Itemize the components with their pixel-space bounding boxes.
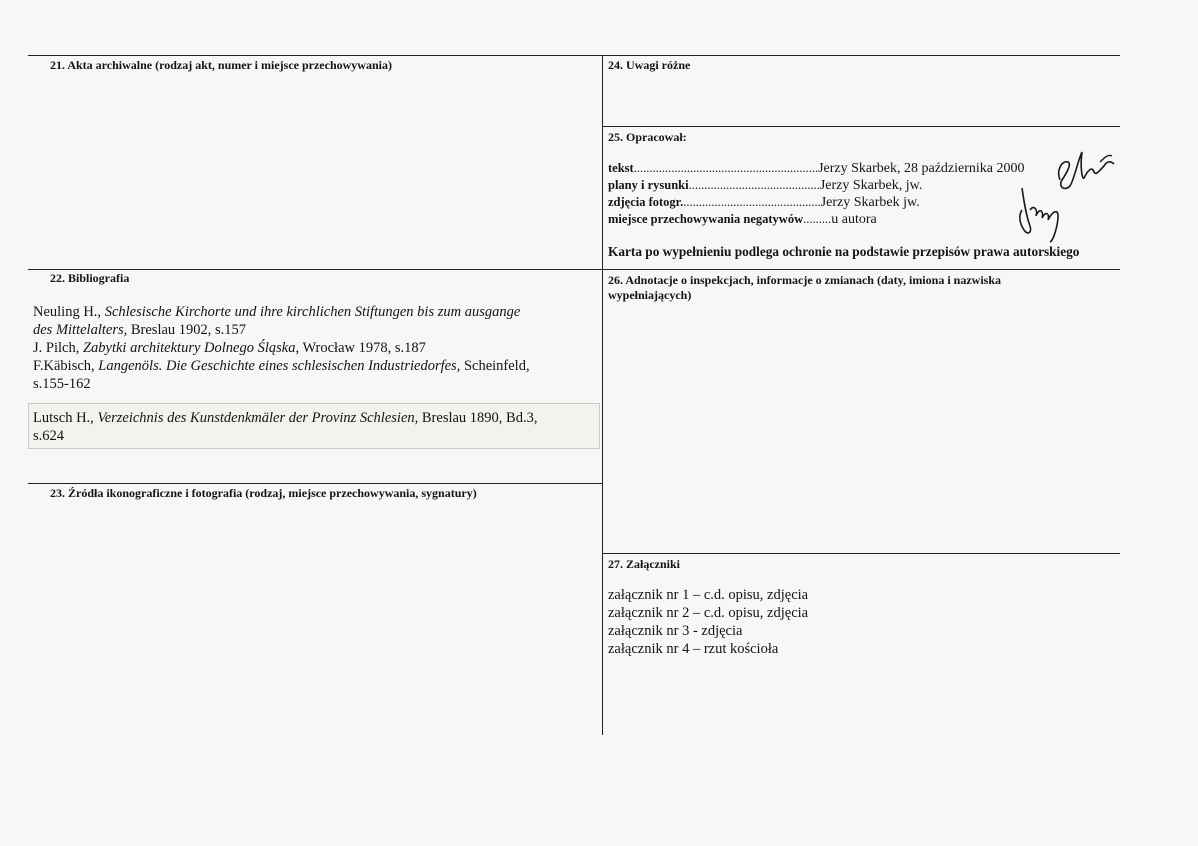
s25-label-miejsce: miejsce przechowywania negatywów (608, 212, 804, 226)
top-rule (28, 55, 1120, 56)
s25-label-zdjecia: zdjęcia fotogr. (608, 195, 684, 209)
s25-row-miejsce (608, 210, 877, 229)
bib4-rest: Breslau 1890, Bd.3, (418, 410, 538, 426)
bib4-title: Verzeichnis des Kunstdenkmäler der Provinz Schlesien, (97, 410, 419, 426)
rule-25 (602, 126, 1120, 127)
column-divider (602, 55, 603, 735)
bib1-author: Neuling H., (33, 304, 105, 320)
section-23-header: 23. Źródła ikonograficzne i fotografia (rodzaj, miejsce przechowywania, sygnatury) (50, 486, 477, 500)
s25-value-tekst: Jerzy Skarbek, 28 października 2000 (818, 161, 1025, 176)
rule-23 (28, 483, 602, 484)
rule-22-26 (28, 269, 1120, 270)
bib3-author: F.Käbisch, (33, 358, 99, 374)
rule-27 (602, 553, 1120, 554)
section-26-header-line1: 26. Adnotacje o inspekcjach, informacje o zmianach (daty, imiona i nazwiska (608, 273, 1001, 287)
attachment-item: załącznik nr 1 – c.d. opisu, zdjęcia (608, 587, 809, 603)
bib4-pages: s.624 (33, 428, 65, 444)
s25-dots-zdjecia: ............................................ (683, 195, 821, 209)
bib1-title: Schlesische Kirchorte und ihre kirchlichen Stiftungen bis zum ausgange (104, 304, 521, 320)
s25-value-zdjecia: Jerzy Skarbek jw. (820, 195, 920, 210)
bib2-author: J. Pilch, (33, 340, 83, 356)
section-26-header (608, 273, 1001, 303)
attachment-item: załącznik nr 3 - zdjęcia (608, 623, 743, 639)
s25-dots-miejsce: ......... (803, 212, 832, 226)
s25-label-plany: plany i rysunki (608, 178, 689, 192)
bib2-title: Zabytki architektury Dolnego Śląska, (82, 340, 300, 356)
bibliography-entry-2 (33, 339, 598, 357)
s25-copyright-notice: Karta po wypełnieniu podlega ochronie na podstawie przepisów prawa autorskiego (608, 244, 1080, 259)
s25-dots-tekst: ........................................................... (633, 161, 819, 175)
s25-value-miejsce: u autora (831, 212, 877, 227)
s25-dots-plany: .......................................... (688, 178, 820, 192)
section-27-header: 27. Załączniki (608, 557, 681, 571)
handwritten-signature (1000, 140, 1118, 245)
bibliography-entry-3 (33, 357, 598, 393)
bib3-title: Langenöls. Die Geschichte eines schlesischen Industriedorfes, (98, 358, 461, 374)
bib3-rest: Scheinfeld, (460, 358, 530, 374)
attachment-item: załącznik nr 4 – rzut kościoła (608, 641, 779, 657)
bib1-rest: Breslau 1902, s.157 (127, 322, 247, 338)
bib4-author: Lutsch H., (33, 410, 98, 426)
attachment-item: załącznik nr 2 – c.d. opisu, zdjęcia (608, 605, 809, 621)
attachments-list (608, 586, 1108, 658)
bib1-title-cont: des Mittelalters, (33, 322, 128, 338)
section-24-header: 24. Uwagi różne (608, 58, 691, 72)
section-26-header-line2: wypełniających) (608, 288, 692, 302)
bibliography-entry-1 (33, 303, 598, 339)
bibliography-entry-4 (33, 409, 598, 445)
s25-value-plany: Jerzy Skarbek, jw. (819, 178, 923, 193)
section-21-header: 21. Akta archiwalne (rodzaj akt, numer i miejsce przechowywania) (50, 58, 392, 72)
bib2-rest: Wrocław 1978, s.187 (299, 340, 426, 356)
section-25-header: 25. Opracował: (608, 130, 687, 144)
s25-label-tekst: tekst (608, 161, 634, 175)
bib3-pages: s.155-162 (33, 376, 91, 392)
section-22-header: 22. Bibliografia (50, 271, 130, 285)
